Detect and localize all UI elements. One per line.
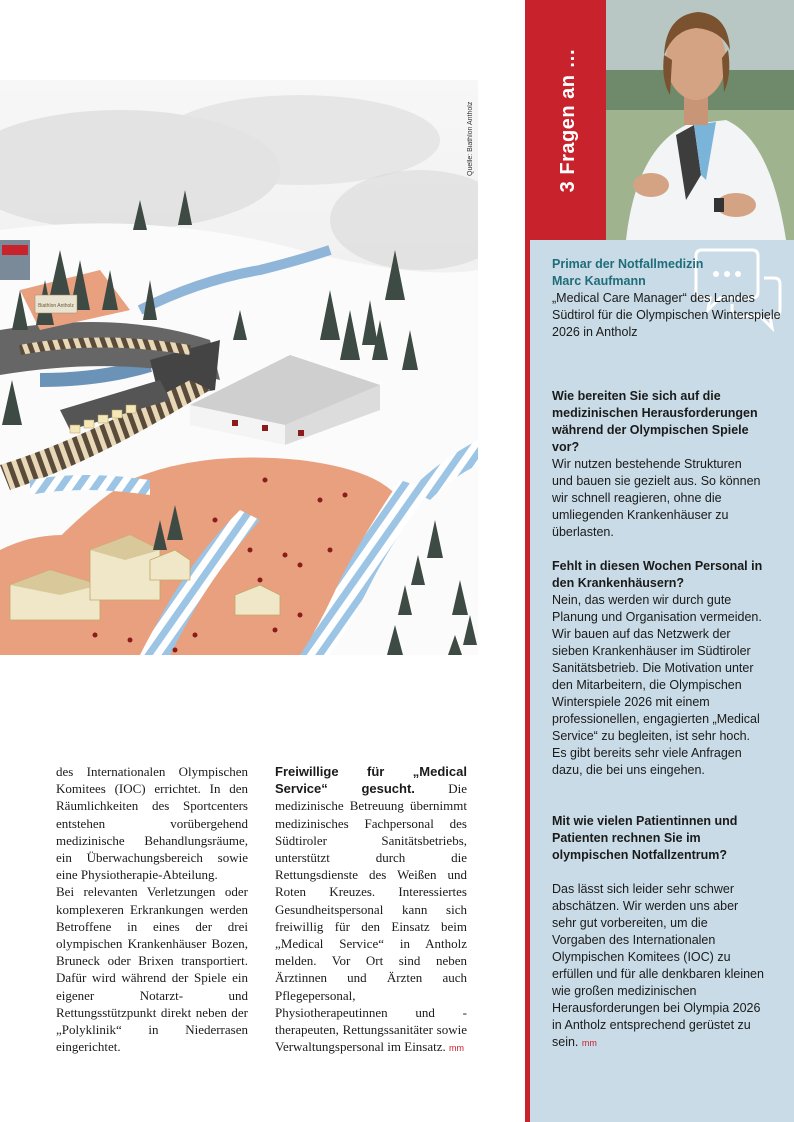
venue-illustration [0,80,478,655]
question-block-1 [552,388,764,541]
interviewee-photo [606,0,794,240]
interviewee-name: Marc Kaufmann [552,274,646,288]
question-text: Mit wie vielen Patientinnen und Patienten rechnen Sie im olympischen Notfallzentrum? [552,814,738,862]
article-paragraph: des Internationalen Olympischen Komitees (IOC) errichtet. In den Räumlichkeiten des Sportcenters entstehen vorübergehend medizinische Behandlungsräume, ein Überwachungsbereich sowie eine Physiotherapie-Abteilung. [56,764,248,883]
interviewee-title: Primar der Notfallmedizin [552,257,704,271]
interviewee-info [552,256,782,341]
article-column-2 [275,763,467,1057]
answer-text: Wir nutzen bestehende Strukturen und bauen sie gezielt aus. So können wir schnell reagieren, ohne die umliegenden Krankenhäuser zu überlasten. [552,457,761,539]
sidebar-heading-text: 3 Fragen an … [556,47,579,193]
question-text: Fehlt in diesen Wochen Personal in den Krankenhäusern? [552,559,763,590]
question-text: Wie bereiten Sie sich auf die medizinischen Herausforderungen während der Olympischen Spiele vor? [552,389,758,454]
question-block-3 [552,813,764,1052]
paragraph-body: Die medizinische Betreuung übernimmt medizinisches Fachpersonal des Südtiroler Sanitätsbetriebs, unterstützt durch die Rettungsdienste des Weißen und Roten Kreuzes. Interessiertes Gesundheitspersonal kann sich freiwillig für den Einsatz beim „Medical Service“ in Antholz melden. Vor Ort sind neben Ärztinnen und Ärzten auch Pflegepersonal, Physiotherapeutinnen und -therapeuten, Rettungssanitäter sowie Verwaltungspersonal im Einsatz. [275,781,467,1055]
sidebar-heading [530,0,606,240]
author-tag: mm [581,1038,597,1048]
answer-body: Das lässt sich leider sehr schwer abschätzen. Wir werden uns aber sehr gut vorbereiten, um die Vorgaben des Internationalen Olympischen Komitees (IOC) zu erfüllen und für alle denkbaren kleinen wie großen medizinischen Herausforderungen bei Olympia 2026 in Antholz entsprechend gerüstet zu sein. [552,882,764,1049]
image-source-credit: Quelle: Biathlon Antholz [467,101,474,176]
author-tag: mm [449,1043,465,1054]
sign-text: Biathlon Antholz [38,303,74,309]
article-paragraph: Bei relevanten Verletzungen oder komplexeren Erkrankungen werden Betroffene in eines der drei olympischen Krankenhäuser Bozen, Bruneck oder Brixen transportiert. Dafür wird während der Spiele ein eigener Notarzt- und Rettungsstützpunkt direkt neben der „Polyklinik“ in Niederrasen eingerichtet. [56,884,248,1055]
interviewee-role: „Medical Care Manager“ des Landes Südtirol für die Olympischen Winterspiele 2026 in Antholz [552,291,781,339]
article-paragraph [275,763,467,1057]
question-block-2 [552,558,764,779]
section-lead: Freiwillige für „Medical Service“ gesucht. [275,764,467,797]
answer-text [552,881,764,1052]
article-column-1 [56,763,248,1055]
answer-text: Nein, das werden wir durch gute Planung und Organisation vermeiden. Wir bauen auf das Netzwerk der sieben Krankenhäuser im Südtiroler Sanitätsbetrieb. Die Motivation unter den Mitarbeitern, die Olympischen Winterspiele 2026 mit einem professionellen, engagierten „Medical Service“ zu begleiten, ist sehr hoch. Es gibt bereits sehr viele Anfragen dazu, die bei uns eingehen. [552,593,762,777]
